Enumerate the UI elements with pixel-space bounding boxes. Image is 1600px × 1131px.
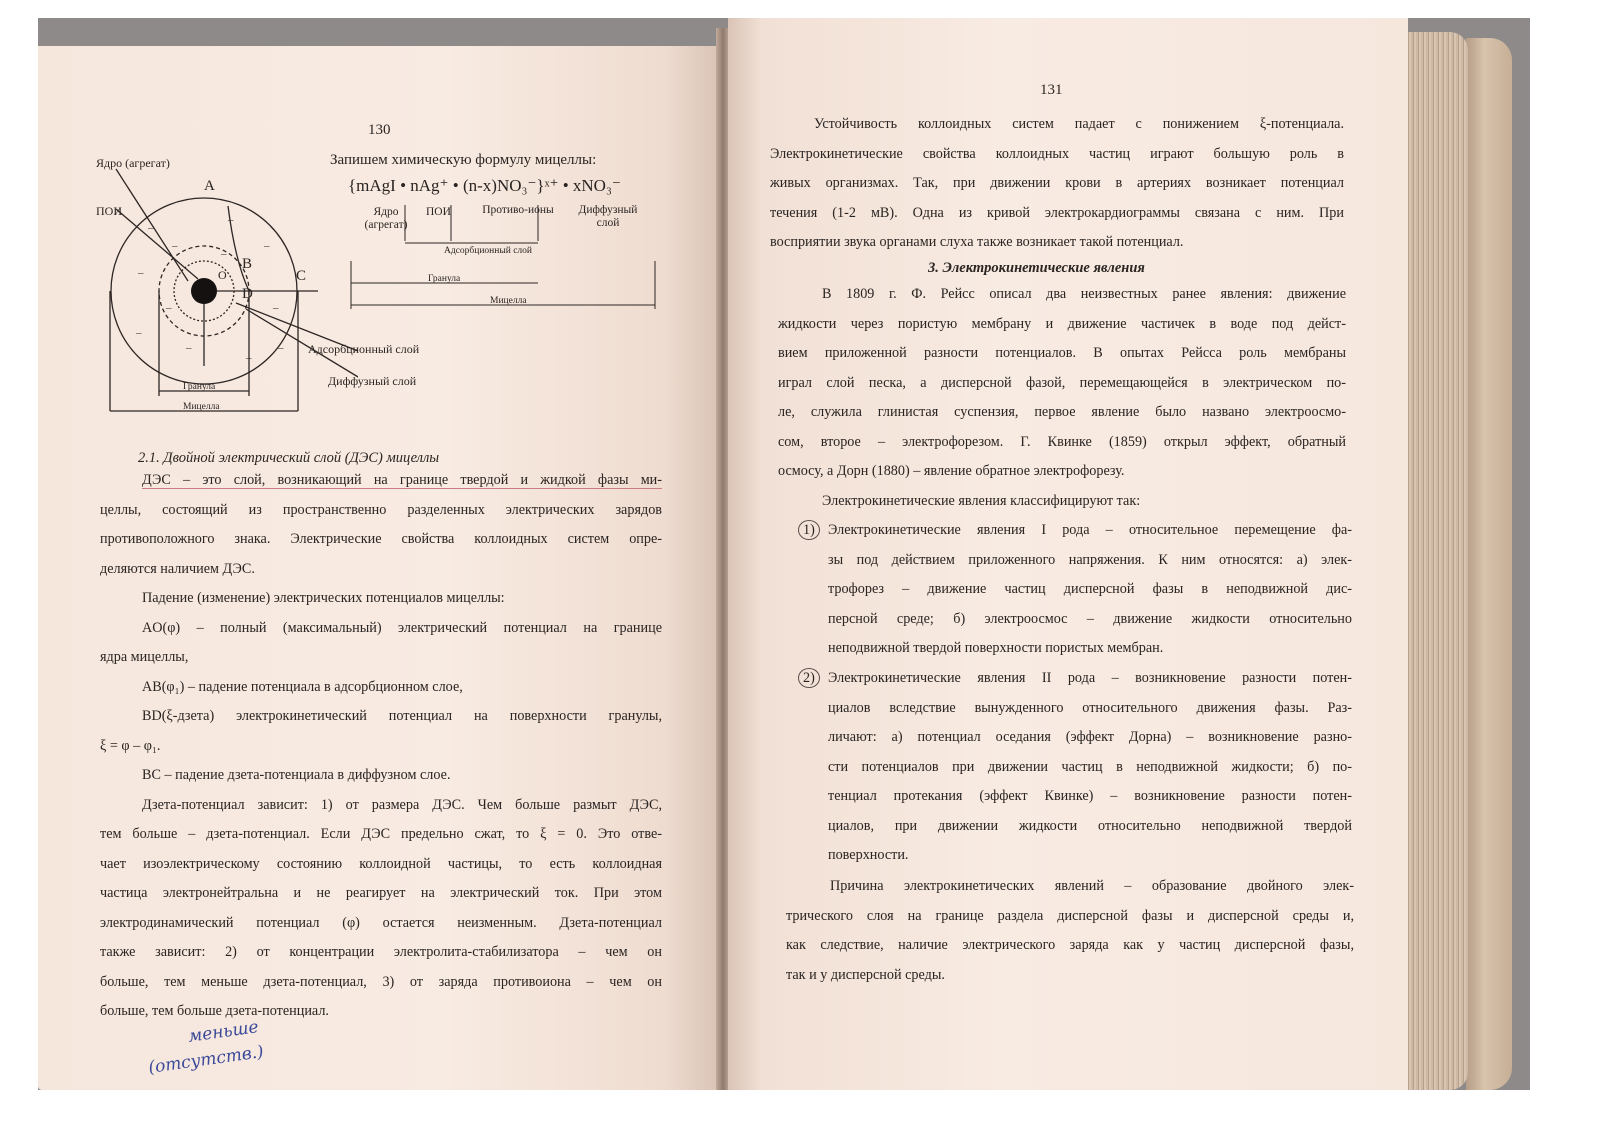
right-page [728, 18, 1408, 1090]
formula-label-poi: ПОИ [426, 206, 451, 218]
potential-ao-line-2: ядра мицеллы, [100, 649, 189, 665]
second-kind-line-7: поверхности. [828, 847, 909, 863]
list-item-first-kind [828, 516, 1352, 664]
diagram-label-micelle: Мицелла [183, 402, 220, 412]
paragraph-reiss [778, 280, 1346, 516]
second-kind-line-1: Электрокинетические явления II рода – возникновение разности потен- [828, 670, 1352, 686]
list-marker-1: 1) [798, 516, 822, 546]
potential-ab: AB(φ₁) – падение потенциала в адсорбционном слое, [142, 678, 463, 695]
formula-label-adsorption: Адсорбционный слой [444, 246, 532, 256]
reiss-line-5: ле, служила глинистая суспензия, первое явление было названо электроосмо- [778, 404, 1346, 420]
stability-line-5: восприятии звука органами слуха также возникает такой потенциал. [770, 234, 1184, 250]
diagram-point-a: A [204, 178, 215, 194]
section-title: 3. Электрокинетические явления [928, 260, 1145, 276]
svg-text:–: – [273, 302, 279, 314]
diagram-point-o: O [218, 268, 227, 282]
paragraph-des-definition [100, 466, 662, 584]
formula-label-granule: Гранула [428, 274, 461, 284]
second-kind-line-5: тенциал протекания (эффект Квинке) – возникновение разности потен- [828, 788, 1352, 804]
paragraph-stability [770, 110, 1344, 258]
cause-line-1: Причина электрокинетических явлений – образование двойного элек- [830, 878, 1354, 894]
reiss-line-7: осмосу, а Дорн (1880) – явление обратное электрофорезу. [778, 463, 1125, 479]
svg-text:–: – [136, 327, 142, 339]
stability-line-4: течения (1-2 мВ). Одна из кривой электрокардиограммы связана с ним. При [770, 204, 1344, 221]
left-page [38, 46, 718, 1090]
potentials-intro: Падение (изменение) электрических потенциалов мицеллы: [142, 590, 505, 606]
svg-text:–: – [228, 214, 234, 226]
zeta-line-7: больше, тем меньше дзета-потенциал, 3) от заряда противоиона – чем он [100, 973, 662, 990]
svg-text:–: – [221, 248, 227, 260]
cause-line-2: трического слоя на границе раздела дисперсной фазы и дисперсной среды и, [786, 907, 1354, 924]
page-number: 131 [1040, 82, 1063, 98]
reiss-line-3: вием приложенной разности потенциалов. В опытах Рейсса роль мембраны [778, 345, 1346, 361]
stability-line-1: Устойчивость коллоидных систем падает с понижением ξ-потенциала. [814, 116, 1344, 132]
first-kind-line-5: неподвижной твердой поверхности пористых мембран. [828, 640, 1164, 656]
zeta-line-5: электродинамический потенциал (φ) остается неизменным. Дзета-потенциал [100, 914, 662, 931]
formula-label-diffuse: Диффузный слой [578, 204, 638, 229]
reiss-line-4: играл слой песка, а дисперсной фазой, перемещающейся в электрическом по- [778, 374, 1346, 391]
second-kind-line-6: циалов, при движении жидкости относительно неподвижной твердой [828, 817, 1352, 834]
diagram-point-d: D [242, 286, 253, 302]
formula-label-micelle: Мицелла [490, 296, 527, 306]
cause-line-3: как следствие, наличие электрического заряда как у частиц дисперсной фазы, [786, 937, 1354, 953]
diagram-point-c: C [296, 268, 307, 284]
svg-text:–: – [264, 240, 270, 252]
book-cover-edge [1466, 38, 1512, 1090]
second-kind-line-2: циалов вследствие вынужденного относительного движения фазы. Раз- [828, 699, 1352, 716]
diagram-label-diffuse: Диффузный слой [328, 374, 417, 388]
first-kind-line-2: зы под действием приложенного напряжения. К ним относятся: а) элек- [828, 551, 1352, 568]
diagram-label-adsorption: Адсорбционный слой [308, 342, 420, 356]
svg-text:–: – [172, 240, 178, 252]
paragraph-potentials [100, 584, 662, 1027]
potential-bd-line-1: BD(ξ-дзета) электрокинетический потенциал на поверхности гранулы, [142, 708, 662, 724]
zeta-line-1: Дзета-потенциал зависит: 1) от размера ДЭС. Чем больше размыт ДЭС, [142, 796, 662, 813]
open-book [38, 18, 1530, 1090]
diagram-point-b: B [242, 256, 253, 272]
svg-text:–: – [186, 342, 192, 354]
first-kind-line-3: трофорез – движение частиц дисперсной фазы в неподвижной дис- [828, 581, 1352, 597]
potential-ao-line-1: AO(φ) – полный (максимальный) электрический потенциал на границе [142, 619, 662, 636]
diagram-label-poi: ПОИ [96, 204, 122, 218]
svg-text:–: – [278, 342, 284, 354]
micelle-diagram [78, 151, 358, 431]
des-definition-line-1: ДЭС – это слой, возникающий на границе твердой и жидкой фазы ми- [142, 472, 662, 488]
second-kind-line-3: личают: а) потенциал оседания (эффект Дорна) – возникновение разно- [828, 729, 1352, 745]
page-edges [1406, 32, 1468, 1090]
first-kind-line-1: Электрокинетические явления I рода – относительное перемещение фа- [828, 522, 1352, 538]
formula-label-counter-ions: Противо-ионы [482, 204, 554, 216]
des-definition-line-4: деляются наличием ДЭС. [100, 560, 255, 577]
handwritten-note-2: (отсутств.) [147, 1042, 265, 1078]
zeta-line-4: частица электронейтральна и не реагирует на электрический ток. При этом [100, 885, 662, 901]
des-definition-line-3: противоположного знака. Электрические свойства коллоидных систем опре- [100, 531, 662, 547]
page-number: 130 [368, 122, 391, 138]
zeta-line-3: чает изоэлектрическому состоянию коллоидной частицы, то есть коллоидная [100, 855, 662, 872]
zeta-line-8: больше, тем больше дзета-потенциал. [100, 1003, 329, 1019]
list-marker-2: 2) [798, 664, 822, 694]
first-kind-line-4: персной среде; б) электроосмос – движение жидкости относительно [828, 610, 1352, 627]
formula-label-core: Ядро (агрегат) [364, 206, 408, 231]
potential-bc: BC – падение дзета-потенциала в диффузном слое. [142, 767, 451, 783]
handwritten-note-1: меньше [186, 1017, 260, 1047]
cause-line-4: так и у дисперсной среды. [786, 966, 945, 983]
reiss-line-2: жидкости через пористую мембрану и движение частичек в воде под дейст- [778, 315, 1346, 332]
stability-line-3: живых организмах. Так, при движении крови в артериях возникает потенциал [770, 175, 1344, 191]
stability-line-2: Электрокинетические свойства коллоидных частиц играют большую роль в [770, 145, 1344, 162]
svg-text:–: – [166, 302, 172, 314]
svg-text:–: – [148, 222, 154, 234]
section-title: 2.1. Двойной электрический слой (ДЭС) мицеллы [138, 450, 440, 466]
des-definition-line-2: целлы, состоящий из пространственно разделенных электрических зарядов [100, 501, 662, 518]
paragraph-cause [786, 872, 1354, 990]
classification-intro: Электрокинетические явления классифицируют так: [822, 492, 1141, 509]
svg-text:–: – [246, 352, 252, 364]
potential-bd-line-2: ξ = φ – φ₁. [100, 737, 161, 754]
micelle-formula: {mAgI • nAg⁺ • (n-x)NO₃⁻}ˣ⁺ • xNO₃⁻ [348, 176, 621, 195]
second-kind-line-4: сти потенциалов при движении частиц в неподвижной жидкости; б) по- [828, 758, 1352, 775]
diagram-label-core: Ядро (агрегат) [96, 156, 170, 170]
zeta-line-6: также зависит: 2) от концентрации электролита-стабилизатора – чем он [100, 944, 662, 960]
diagram-label-granule: Гранула [183, 382, 216, 392]
zeta-line-2: тем больше – дзета-потенциал. Если ДЭС предельно сжат, то ξ = 0. Это отве- [100, 826, 662, 842]
reiss-line-6: сом, второе – электрофорезом. Г. Квинке (1859) открыл эффект, обратный [778, 433, 1346, 450]
list-item-second-kind [828, 664, 1352, 871]
svg-text:–: – [138, 267, 144, 279]
formula-intro: Запишем химическую формулу мицеллы: [330, 152, 597, 168]
reiss-line-1: В 1809 г. Ф. Рейсс описал два неизвестных ранее явления: движение [822, 286, 1346, 302]
